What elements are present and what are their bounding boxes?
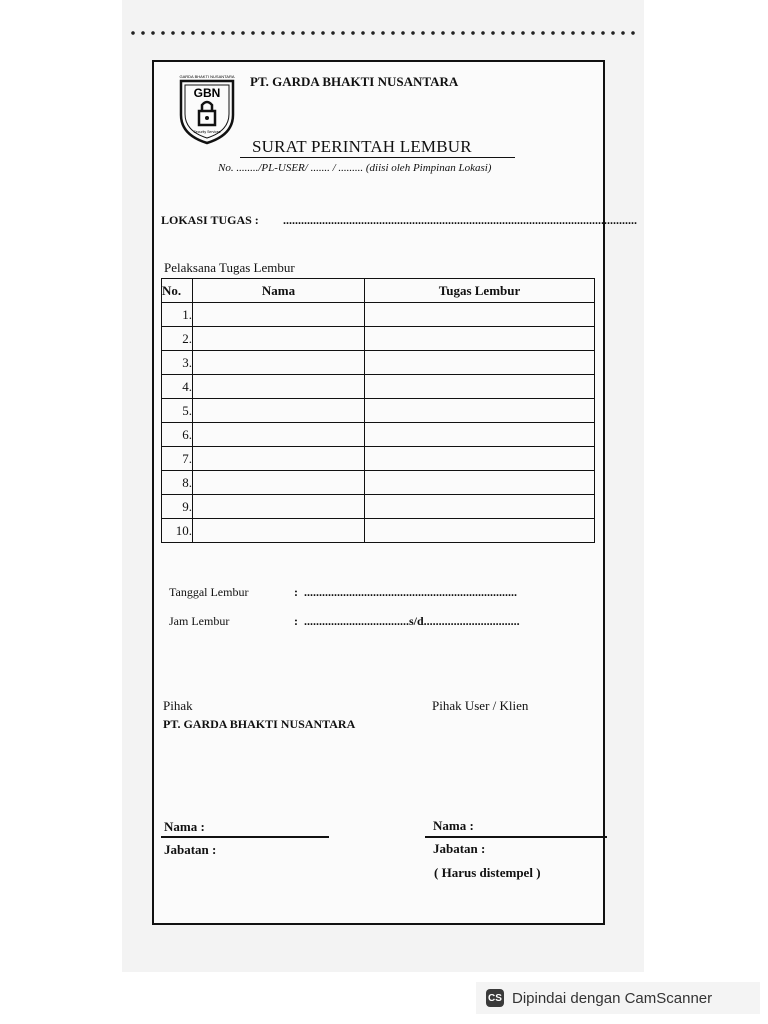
task-cell[interactable] <box>365 519 595 543</box>
name-cell[interactable] <box>193 399 365 423</box>
right-name-label: Nama : <box>433 818 474 833</box>
document-title: SURAT PERINTAH LEMBUR <box>252 137 472 156</box>
table-row <box>162 423 595 447</box>
date-label: Tanggal Lembur <box>169 585 249 599</box>
table-caption: Pelaksana Tugas Lembur <box>164 260 295 275</box>
document-number-line: No. ......../PL-USER/ ....... / ......... (diisi oleh Pimpinan Lokasi) <box>218 162 492 174</box>
time-field[interactable]: ...................................s/d................................ <box>304 614 520 628</box>
table-row <box>162 471 595 495</box>
time-label: Jam Lembur <box>169 614 230 628</box>
logo-initials: GBN <box>193 86 221 100</box>
task-cell[interactable] <box>365 423 595 447</box>
name-cell[interactable] <box>193 447 365 471</box>
row-number: 2. <box>162 327 193 351</box>
camscanner-icon: CS <box>486 989 504 1007</box>
task-cell[interactable] <box>365 351 595 375</box>
task-cell[interactable] <box>365 447 595 471</box>
logo-bottom-text: Security Services <box>193 130 221 134</box>
right-signature-line <box>425 836 607 838</box>
table-row <box>162 399 595 423</box>
overtime-form <box>152 60 637 925</box>
row-number: 1. <box>162 303 193 327</box>
header-tugas-lembur: Tugas Lembur <box>365 279 595 303</box>
overtime-task-table <box>161 278 595 543</box>
row-number: 3. <box>162 351 193 375</box>
task-cell[interactable] <box>365 471 595 495</box>
location-field[interactable]: ...................................................................................................................... <box>283 213 637 227</box>
table-row <box>162 303 595 327</box>
company-name: PT. GARDA BHAKTI NUSANTARA <box>250 74 459 89</box>
name-cell[interactable] <box>193 423 365 447</box>
left-party-company: PT. GARDA BHAKTI NUSANTARA <box>163 717 356 731</box>
name-cell[interactable] <box>193 375 365 399</box>
table-row <box>162 495 595 519</box>
row-number: 7. <box>162 447 193 471</box>
camscanner-watermark <box>476 982 760 1014</box>
name-cell[interactable] <box>193 351 365 375</box>
left-signature-line <box>161 836 329 838</box>
date-colon: : <box>294 585 298 599</box>
row-number: 8. <box>162 471 193 495</box>
row-number: 6. <box>162 423 193 447</box>
title-underline <box>240 157 515 158</box>
header-nama: Nama <box>193 279 365 303</box>
location-label: LOKASI TUGAS : <box>161 213 259 227</box>
header-no: No. <box>162 279 193 303</box>
table-row <box>162 351 595 375</box>
left-party-label: Pihak <box>163 698 193 713</box>
watermark-text: Dipindai dengan CamScanner <box>512 989 713 1007</box>
name-cell[interactable] <box>193 519 365 543</box>
row-number: 5. <box>162 399 193 423</box>
name-cell[interactable] <box>193 303 365 327</box>
row-number: 10. <box>162 519 193 543</box>
table-row <box>162 447 595 471</box>
table-header-row <box>162 279 595 303</box>
date-field[interactable]: ....................................................................... <box>304 585 517 599</box>
right-position-label: Jabatan : <box>433 841 486 856</box>
task-cell[interactable] <box>365 303 595 327</box>
task-cell[interactable] <box>365 375 595 399</box>
left-position-label: Jabatan : <box>164 842 217 857</box>
table-row <box>162 519 595 543</box>
left-name-label: Nama : <box>164 819 205 834</box>
task-cell[interactable] <box>365 327 595 351</box>
row-number: 4. <box>162 375 193 399</box>
row-number: 9. <box>162 495 193 519</box>
task-cell[interactable] <box>365 399 595 423</box>
stamp-note: ( Harus distempel ) <box>434 865 541 880</box>
table-row <box>162 375 595 399</box>
perforation-edge <box>128 30 640 36</box>
task-cell[interactable] <box>365 495 595 519</box>
name-cell[interactable] <box>193 495 365 519</box>
name-cell[interactable] <box>193 327 365 351</box>
logo-top-text: GARDA BHAKTI NUSANTARA <box>179 74 235 79</box>
name-cell[interactable] <box>193 471 365 495</box>
table-row <box>162 327 595 351</box>
right-party-label: Pihak User / Klien <box>432 698 529 713</box>
time-colon: : <box>294 614 298 628</box>
gbn-logo <box>175 73 239 145</box>
